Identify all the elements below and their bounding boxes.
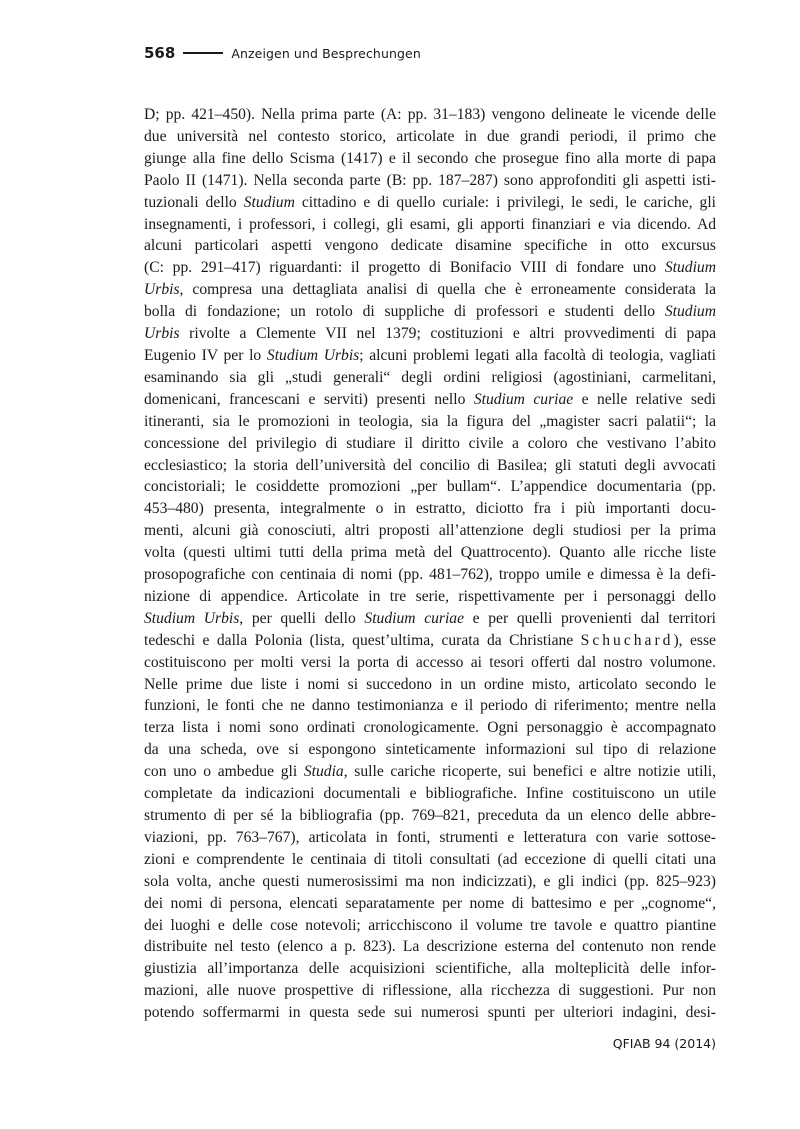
text-line: sola volta, anche questi numerosissimi ma non indicizzati), e gli indici (pp. 825–923) bbox=[144, 872, 716, 890]
text-line: concistoriali; le cosiddette promozioni „per bullam“. L’appendice documentaria (pp. bbox=[144, 478, 716, 496]
running-header bbox=[144, 44, 421, 62]
text-line: giustizia all’importanza delle acquisizioni scientifiche, alla molteplicità delle infor- bbox=[144, 960, 716, 978]
text-line: strumento di per sé la bibliografia (pp. 769–821, preceduta da un elenco delle abbre- bbox=[144, 807, 716, 824]
text-line: (C: pp. 291–417) riguardanti: il progetto di Bonifacio VIII di fondare uno Studium bbox=[144, 259, 716, 277]
text-line: esaminando sia gli „studi generali“ degli ordini religiosi (agostiniani, carmelitani, bbox=[144, 368, 716, 386]
text-line: Urbis, compresa una dettagliata analisi di quella che è erroneamente considerata la bbox=[144, 281, 716, 299]
text-line: mazioni, alle nuove prospettive di riflessione, alla ricchezza di suggestioni. Pur non bbox=[144, 982, 716, 1000]
text-line: dei nomi di persona, elencati separatamente per nome di battesimo e per „cognome“, bbox=[144, 894, 716, 912]
text-line: ecclesiastico; la storia dell’università del concilio di Basilea; gli statuti degli avvocati bbox=[144, 456, 716, 474]
text-line: volta (questi ultimi tutti della prima metà del Quattrocento). Quanto alle ricche liste bbox=[144, 544, 716, 562]
text-line: bolla di fondazione; un rotolo di suppliche di professori e studenti dello Studium bbox=[144, 303, 716, 321]
text-line: potendo soffermarmi in questa sede sui numerosi spunti per ulteriori indagini, desi- bbox=[144, 1004, 716, 1022]
text-line: domenicani, francescani e serviti) presenti nello Studium curiae e nelle relative sedi bbox=[144, 390, 716, 408]
journal-reference: QFIAB 94 (2014) bbox=[612, 1036, 716, 1051]
text-line: giunge alla fine dello Scisma (1417) e il secondo che prosegue fino alla morte di papa bbox=[144, 149, 716, 167]
text-line: con uno o ambedue gli Studia, sulle cariche ricoperte, sui benefici e altre notizie utili, bbox=[144, 763, 716, 781]
text-line: completate da indicazioni documentali e bibliografiche. Infine costituiscono un utile bbox=[144, 785, 716, 803]
text-line: Eugenio IV per lo Studium Urbis; alcuni problemi legati alla facoltà di teologia, vagliati bbox=[144, 346, 716, 364]
text-line: Studium Urbis, per quelli dello Studium curiae e per quelli provenienti dal territori bbox=[144, 609, 716, 627]
text-line: D; pp. 421–450). Nella prima parte (A: pp. 31–183) vengono delineate le vicende delle bbox=[144, 106, 716, 123]
text-line: tedeschi e dalla Polonia (lista, quest’ultima, curata da Christiane Schuchard), esse bbox=[144, 631, 716, 649]
text-line: da una scheda, ove si espongono sinteticamente informazioni sul tipo di relazione bbox=[144, 741, 716, 759]
text-line: terza lista i nomi sono ordinati cronologicamente. Ogni personaggio è accompagnato bbox=[144, 719, 716, 737]
text-line: Paolo II (1471). Nella seconda parte (B: pp. 187–287) sono approfonditi gli aspetti isti- bbox=[144, 171, 716, 189]
text-line: viazioni, pp. 763–767), articolata in fonti, strumenti e letteratura con varie sottose- bbox=[144, 828, 716, 846]
header-rule bbox=[183, 52, 223, 54]
text-line: menti, alcuni già conosciuti, altri proposti all’attenzione degli studiosi per la prima bbox=[144, 522, 716, 540]
text-line: zioni e comprendente le centinaia di titoli consultati (ad eccezione di quelli citati una bbox=[144, 850, 716, 868]
text-line: alcuni particolari aspetti vengono dedicate disamine specifiche in otto excursus bbox=[144, 237, 716, 255]
text-line: 453–480) presenta, integralmente o in estratto, diciotto fra i più importanti docu- bbox=[144, 500, 716, 518]
text-line: nizione di appendice. Articolate in tre serie, rispettivamente per i personaggi dello bbox=[144, 587, 716, 605]
text-line: costituiscono per molti versi la porta di accesso ai tesori offerti dal nostro volumone. bbox=[144, 653, 716, 671]
text-line: tuzionali dello Studium cittadino e di quello curiale: i privilegi, le sedi, le cariche, gli bbox=[144, 193, 716, 211]
running-title: Anzeigen und Besprechungen bbox=[231, 45, 421, 61]
text-line: itineranti, sia le promozioni in teologia, sia la figura del „magister sacri palatii“; la bbox=[144, 412, 716, 430]
text-line: funzioni, le fonti che ne danno testimonianza e il periodo di riferimento; mentre nella bbox=[144, 697, 716, 715]
text-line: insegnamenti, i professori, i collegi, gli esami, gli apporti finanziari e via dicendo. Ad bbox=[144, 215, 716, 233]
body-text bbox=[144, 104, 716, 1024]
page-number: 568 bbox=[144, 44, 176, 62]
text-line: due università nel contesto storico, articolate in due grandi periodi, il primo che bbox=[144, 127, 716, 145]
text-line: prosopografiche con centinaia di nomi (pp. 481–762), troppo umile e dimessa è la defi- bbox=[144, 566, 716, 584]
text-line: Urbis rivolte a Clemente VII nel 1379; costituzioni e altri provvedimenti di papa bbox=[144, 325, 716, 343]
text-line: dei luoghi e delle cose notevoli; arricchiscono il volume tre tavole e quattro piantine bbox=[144, 916, 716, 934]
text-line: Nelle prime due liste i nomi si succedono in un ordine misto, articolato secondo le bbox=[144, 675, 716, 693]
text-line: distribuite nel testo (elenco a p. 823). La descrizione esterna del contenuto non rende bbox=[144, 938, 716, 956]
text-line: concessione del privilegio di studiare il diritto civile a coloro che vestivano l’abito bbox=[144, 434, 716, 452]
